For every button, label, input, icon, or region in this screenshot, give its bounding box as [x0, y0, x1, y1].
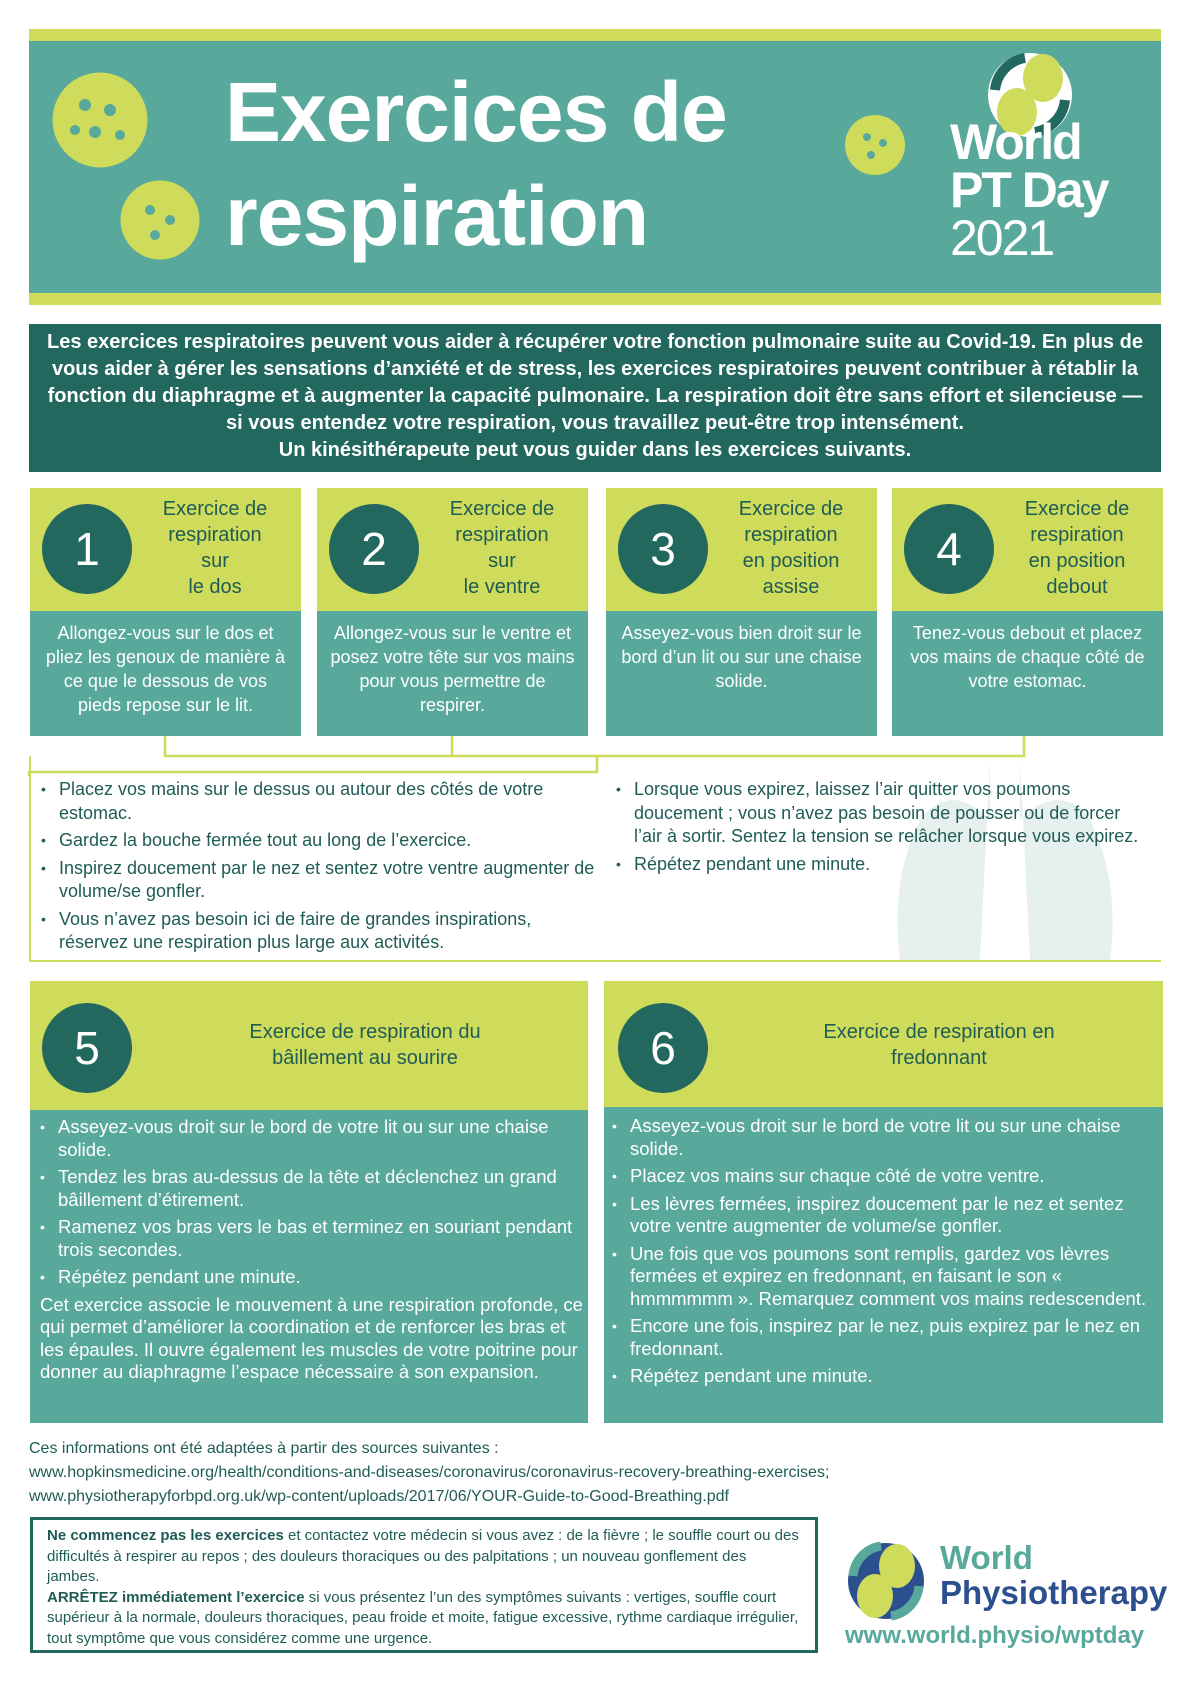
card-title: Exercice de respiration en position assise: [738, 498, 844, 598]
list-item: • Asseyez-vous droit sur le bord de votre lit ou sur une chaise solide.: [608, 1115, 1159, 1160]
list-item: • Inspirez doucement par le nez et sentez votre ventre augmenter de volume/se gonfler.: [31, 857, 601, 904]
page-title: Exercices de respiration: [225, 65, 727, 263]
source-link[interactable]: www.hopkinsmedicine.org/health/conditions-and-diseases/coronavirus/coronavirus-recovery-breathing-exercises;: [29, 1464, 830, 1481]
card-title: Exercice de respiration sur le dos: [162, 498, 268, 598]
list-item: • Répétez pendant une minute.: [606, 853, 1146, 877]
world-pt-day-logo: World PT Day 2021: [950, 114, 1108, 266]
step-number: 3: [618, 504, 708, 594]
exercise-card-5: [30, 981, 588, 1423]
intro-box: Les exercices respiratoires peuvent vous aider à récupérer votre fonction pulmonaire suite au Covid-19. En plus de vous aider à gérer les sensations d’anxiété et de stress, les exercices respiratoires peuvent contribuer à rétablir la fonction du diaphragme et à augmenter la capacité pulmonaire. La respiration doit être sans effort et silencieuse — si vous entendez votre respiration, vous travaillez peut-être trop intensément. Un kinésithérapeute peut vous guider dans les exercices suivants.: [29, 324, 1161, 472]
list-item: • Placez vos mains sur le dessus ou autour des côtés de votre estomac.: [31, 778, 601, 825]
list-item: • Une fois que vos poumons sont remplis, gardez vos lèvres fermées et expirez en fredonnant, en faisant le son « hmmmmmm ». Remarquez comment vos mains redescendent.: [608, 1243, 1159, 1311]
step-number: 1: [42, 504, 132, 594]
list-item: • Encore une fois, inspirez par le nez, puis expirez par le nez en fredonnant.: [608, 1315, 1159, 1360]
exercise-card-4: [892, 488, 1163, 736]
list-item: • Ramenez vos bras vers le bas et terminez en souriant pendant trois secondes.: [36, 1216, 584, 1261]
list-item: • Lorsque vous expirez, laissez l’air quitter vos poumons doucement ; vous n’avez pas besoin de pousser ou de forcer l’air à sortir. Sentez la tension se relâcher lorsque vous expirez.: [606, 778, 1146, 849]
card-body: Allongez-vous sur le dos et pliez les genoux de manière à ce que le dessous de vos pieds repose sur le lit.: [45, 623, 286, 715]
world-physiotherapy-logo-icon: [845, 1540, 927, 1622]
list-item: • Gardez la bouche fermée tout au long de l’exercice.: [31, 829, 601, 853]
card-body: Tenez-vous debout et placez vos mains de chaque côté de votre estomac.: [910, 623, 1145, 691]
card-note: Cet exercice associe le mouvement à une respiration profonde, ce qui permet d’améliorer la coordination et de renforcer les bras et les épaules. Il ouvre également les muscles de votre poitrine pour donner au diaphragme l’espace nécessaire à son expansion.: [40, 1293, 583, 1382]
exercise-card-2: [317, 488, 588, 736]
exercise-card-3: [606, 488, 877, 736]
step-number: 5: [42, 1003, 132, 1093]
list-item: • Tendez les bras au-dessus de la tête et déclenchez un grand bâillement d’étirement.: [36, 1166, 584, 1211]
common-steps: [29, 756, 1161, 962]
step-number: 4: [904, 504, 994, 594]
card-body: Asseyez-vous bien droit sur le bord d’un lit ou sur une chaise solide.: [621, 623, 862, 691]
card-title: Exercice de respiration en position debout: [1024, 498, 1130, 598]
step-number: 2: [329, 504, 419, 594]
virus-icon: [835, 105, 915, 185]
source-link[interactable]: www.physiotherapyforbpd.org.uk/wp-content/uploads/2017/06/YOUR-Guide-to-Good-Breathing.pdf: [29, 1488, 729, 1505]
card-body: Allongez-vous sur le ventre et posez votre tête sur vos mains pour vous permettre de respirer.: [330, 623, 575, 715]
step-number: 6: [618, 1003, 708, 1093]
card-title: Exercice de respiration du bâillement au sourire: [249, 1021, 481, 1069]
list-item: • Les lèvres fermées, inspirez doucement par le nez et sentez votre ventre augmenter de volume/se gonfler.: [608, 1193, 1159, 1238]
world-physiotherapy-logo: World Physiotherapy: [940, 1539, 1168, 1611]
list-item: • Placez vos mains sur chaque côté de votre ventre.: [608, 1165, 1159, 1188]
virus-icon: [35, 70, 215, 270]
card-title: Exercice de respiration en fredonnant: [823, 1021, 1055, 1069]
sources: Ces informations ont été adaptées à partir des sources suivantes : www.hopkinsmedicine.org/health/conditions-and-diseases/coronavirus/coronavirus-recovery-breathing-exercises; www.physiotherapyforbpd.org.uk/wp-content/uploads/2017/06/YOUR-Guide-to-Good-Breathing.pdf: [29, 1437, 829, 1509]
list-item: • Vous n’avez pas besoin ici de faire de grandes inspirations, réservez une respiration plus large aux activités.: [31, 908, 601, 955]
list-item: • Répétez pendant une minute.: [608, 1365, 1159, 1388]
card-title: Exercice de respiration sur le ventre: [449, 498, 555, 598]
list-item: • Répétez pendant une minute.: [36, 1266, 584, 1289]
warning-box: Ne commencez pas les exercices et contactez votre médecin si vous avez : de la fièvre ; le souffle court ou des difficultés à respirer au repos ; des douleurs thoraciques ou des palpitations ; un nouveau gonflement des jambes. ARRÊTEZ immédiatement l’exercice si vous présentez l’un des symptômes suivants : vertiges, souffle court supérieur à la normale, douleurs thoraciques, peau froide et moite, fatigue excessive, rythme cardiaque irrégulier, tout symptôme que vous considérez comme une urgence.: [30, 1517, 818, 1653]
exercise-card-6: [604, 981, 1163, 1423]
exercise-card-1: [30, 488, 301, 736]
website-link[interactable]: www.world.physio/wptday: [845, 1622, 1145, 1649]
list-item: • Asseyez-vous droit sur le bord de votre lit ou sur une chaise solide.: [36, 1116, 584, 1161]
